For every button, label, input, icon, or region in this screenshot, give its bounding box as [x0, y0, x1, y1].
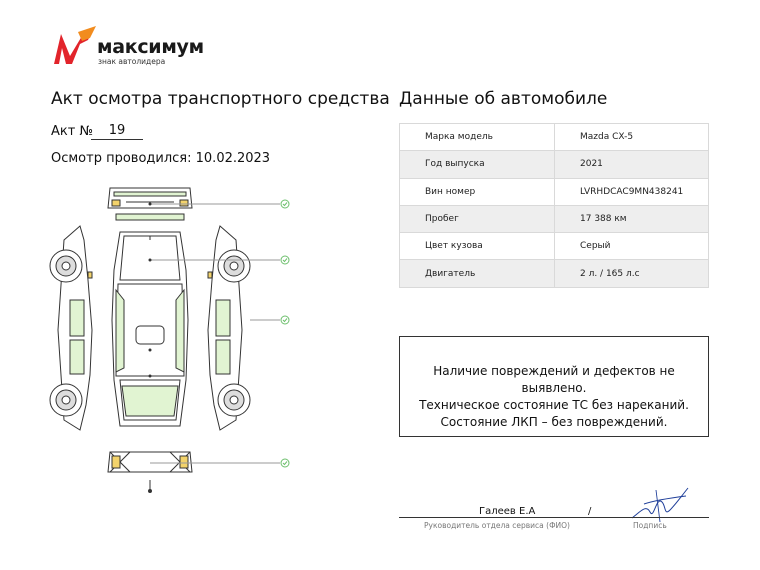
check-circle-icon	[281, 316, 289, 324]
table-row	[400, 178, 709, 205]
signer-name: Галеев Е.А	[479, 506, 536, 517]
handwritten-signature	[626, 482, 696, 526]
brand-tagline: знак автолидера	[98, 57, 166, 66]
spec-label: Цвет кузова	[400, 233, 555, 260]
spec-value: 17 388 км	[555, 205, 709, 232]
table-row	[400, 233, 709, 260]
signer-role-caption: Руководитель отдела сервиса (ФИО)	[424, 521, 570, 530]
spec-label: Год выпуска	[400, 151, 555, 178]
brand-logo-icon	[52, 26, 98, 66]
car-damage-diagram	[40, 180, 300, 500]
spec-value: 2021	[555, 151, 709, 178]
act-number-value: 19	[91, 123, 143, 140]
spec-label: Марка модель	[400, 124, 555, 151]
spec-label: Двигатель	[400, 260, 555, 287]
inspection-title: Акт осмотра транспортного средства	[51, 89, 390, 109]
car-spec-table	[399, 123, 709, 288]
car-data-title: Данные об автомобиле	[399, 89, 608, 109]
brand-logo	[52, 26, 212, 70]
spec-label: Вин номер	[400, 178, 555, 205]
summary-line: Состояние ЛКП – без повреждений.	[440, 415, 668, 429]
signature-caption: Подпись	[633, 521, 667, 530]
summary-line: Наличие повреждений и дефектов не выявлено.	[433, 364, 675, 395]
right-side-view	[208, 226, 250, 430]
spec-value: Серый	[555, 233, 709, 260]
brand-name: максимум	[97, 36, 204, 58]
signature-rule	[399, 517, 709, 518]
table-row	[400, 151, 709, 178]
spec-label: Пробег	[400, 205, 555, 232]
spec-value: LVRHDCAC9MN438241	[555, 178, 709, 205]
spec-value: Mazda CX-5	[555, 124, 709, 151]
table-row	[400, 260, 709, 287]
check-circle-icon	[281, 200, 289, 208]
spec-value: 2 л. / 165 л.с	[555, 260, 709, 287]
table-row	[400, 124, 709, 151]
check-circle-icon	[281, 256, 289, 264]
summary-line: Техническое состояние ТС без нареканий.	[419, 398, 689, 412]
rear-bumper-view	[108, 452, 192, 493]
table-row	[400, 205, 709, 232]
check-circle-icon	[281, 459, 289, 467]
signature-separator: /	[588, 506, 592, 517]
act-number-label: Акт №	[51, 124, 93, 139]
inspection-date: Осмотр проводился: 10.02.2023	[51, 151, 271, 166]
left-side-view	[50, 226, 92, 430]
inspection-summary	[399, 336, 709, 437]
